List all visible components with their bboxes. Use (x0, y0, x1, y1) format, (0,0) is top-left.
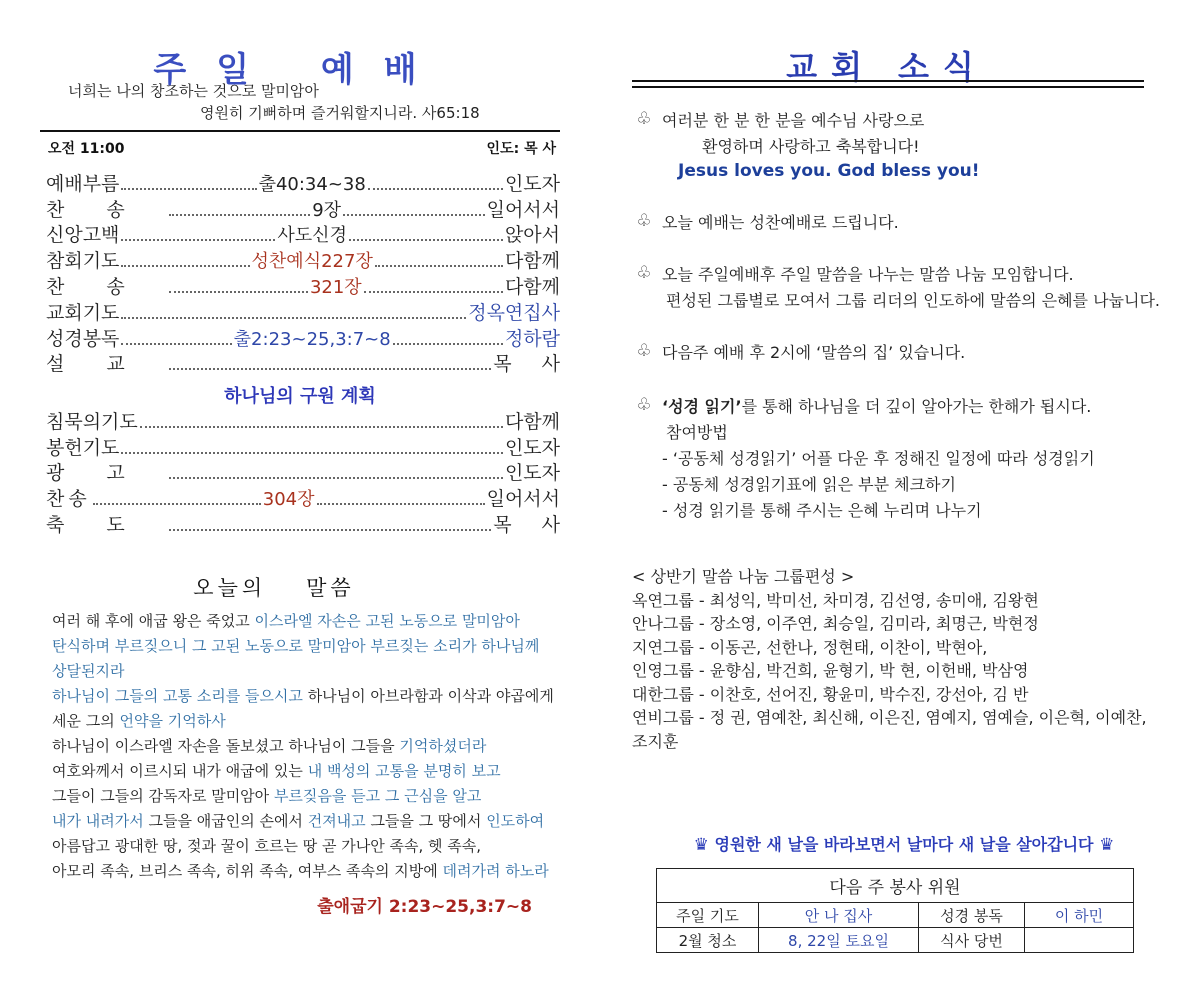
duty-cell: 주일 기도 (657, 903, 759, 928)
scripture-segment: 건져내고 (307, 812, 371, 830)
order-performer: 목사 (493, 353, 590, 376)
news-text: 편성된 그룹별로 모여서 그룹 리더의 인도하에 말씀의 은혜를 나눕니다. (666, 290, 1160, 310)
dot-leader (140, 426, 503, 428)
dot-leader (317, 503, 485, 505)
crown-icon: ♛ (1099, 835, 1115, 855)
scripture-segment: 여호와께서 이르시되 내가 애굽에 있는 (52, 762, 308, 780)
order-performer: 앉아서 (504, 224, 561, 247)
clover-icon: ♧ (636, 109, 652, 129)
dot-leader (368, 188, 503, 190)
dot-leader (393, 343, 503, 345)
church-news-title-part-2: 소식 (898, 48, 988, 86)
dot-leader (121, 265, 249, 267)
dot-leader (169, 477, 503, 479)
scripture-segment: 상달된지라 (52, 662, 125, 680)
group-row: 옥연그룹 - 최성익, 박미선, 차미경, 김선영, 송미애, 김왕현 (632, 590, 1039, 610)
order-performer: 일어서서 (486, 488, 561, 511)
scripture-segment: 언약을 기억하사 (119, 712, 226, 730)
scripture-segment: 이스라엘 자손은 고된 노동으로 말미암아 (254, 612, 520, 630)
todays-word-title-part-2: 말씀 (306, 576, 355, 600)
scripture-line (52, 610, 562, 635)
order-detail: 321장 (309, 276, 362, 298)
order-row (46, 485, 560, 511)
order-row (46, 273, 560, 299)
order-label: 신앙고백 (46, 224, 120, 247)
scripture-line (52, 785, 562, 810)
order-performer: 다함께 (504, 410, 560, 433)
scripture-segment: 부르짖음을 듣고 그 근심을 알고 (273, 787, 482, 805)
clover-icon: ♧ (636, 263, 652, 283)
todays-word-title (40, 572, 508, 602)
dot-leader (121, 317, 466, 319)
order-label: 찬송 (46, 198, 167, 221)
order-row (46, 196, 560, 222)
scripture-segment: 내 백성의 고통을 분명히 보고 (307, 762, 501, 780)
order-detail: 출2:23~25,3:7~8 (233, 328, 391, 350)
order-label: 축도 (46, 513, 167, 536)
order-label: 성경봉독 (46, 327, 120, 350)
clover-icon: ♧ (636, 211, 652, 231)
order-label: 설교 (46, 353, 167, 376)
duty-cell: 2월 청소 (657, 928, 759, 953)
dot-leader (169, 214, 311, 216)
news-text: 오늘 주일예배후 주일 말씀을 나누는 말씀 나눔 모임합니다. (662, 264, 1074, 284)
news-text: 환영하며 사랑하고 축복합니다! (702, 136, 920, 156)
order-performer: 목사 (493, 513, 590, 536)
scripture-line (52, 660, 562, 685)
scripture-text (52, 610, 562, 885)
order-row (46, 170, 560, 196)
order-label: 광고 (46, 462, 167, 485)
order-detail: 출40:34~38 (258, 173, 366, 195)
divider (632, 86, 1144, 88)
church-news-panel (632, 40, 1172, 980)
method-item: - 성경 읽기를 통해 주시는 은혜 누리며 나누기 (662, 500, 982, 520)
order-row (46, 434, 560, 460)
order-performer: 인도자 (504, 436, 560, 459)
group-assignments (632, 564, 1172, 752)
dot-leader (375, 265, 503, 267)
group-row: 안나그룹 - 장소영, 이주연, 최승일, 김미라, 최명근, 박현정 (632, 614, 1039, 633)
news-item-welcome (632, 106, 1172, 184)
divider (632, 80, 1144, 82)
worship-order-panel (40, 40, 590, 980)
scripture-segment: 내가 내려가서 (52, 812, 149, 830)
news-item-communion (632, 208, 1172, 234)
news-item-bible-reading (632, 392, 1172, 522)
news-item-sharing (632, 260, 1172, 312)
duty-cell: 식사 당번 (919, 928, 1025, 953)
scripture-segment: 데려가려 하노라 (442, 862, 549, 880)
news-text: 오늘 예배는 성찬예배로 드립니다. (662, 212, 899, 232)
dot-leader (364, 291, 503, 293)
english-blessing: Jesus loves you. God bless you! (678, 161, 980, 181)
sermon-title: 하나님의 구원 계획 (224, 386, 376, 407)
dot-leader (121, 239, 275, 241)
order-label: 봉헌기도 (46, 436, 120, 459)
clover-icon: ♧ (636, 341, 652, 361)
scripture-segment: 그들을 애굽인의 손에서 (148, 812, 308, 830)
dot-leader (121, 452, 503, 454)
scripture-segment: 아름답고 광대한 땅, 젖과 꿀이 흐르는 땅 곧 가나안 족속, 헷 족속, (52, 837, 482, 855)
group-row: 대한그룹 - 이찬호, 선어진, 황윤미, 박수진, 강선아, 김 반 (632, 684, 1029, 704)
order-row (46, 325, 560, 351)
scripture-line (52, 685, 562, 710)
todays-word-title-part-1: 오늘의 (193, 576, 267, 600)
scripture-segment: 하나님이 아브라함과 이삭과 야곱에게 (307, 687, 554, 705)
divider (40, 130, 560, 132)
scripture-line (52, 710, 562, 735)
scripture-segment: 하나님이 이스라엘 자손을 돌보셨고 하나님이 그들을 (52, 737, 400, 755)
group-row: 조지훈 (632, 731, 679, 751)
order-performer: 인도자 (504, 462, 560, 485)
scripture-line (52, 860, 562, 885)
duty-cell: 안 나 집사 (759, 903, 919, 928)
scripture-segment: 기억하셨더라 (399, 737, 487, 755)
worship-title: 주일 예배 (153, 50, 447, 90)
duty-cell (1025, 928, 1134, 953)
groups-title: < 상반기 말씀 나눔 그룹편성 > (632, 567, 855, 586)
order-label: 참회기도 (46, 250, 120, 273)
dot-leader (169, 368, 492, 370)
order-detail: 사도신경 (277, 225, 347, 247)
order-of-worship-part-1 (46, 170, 590, 376)
duty-cell: 성경 봉독 (919, 903, 1025, 928)
dot-leader (343, 214, 485, 216)
scripture-line (52, 735, 562, 760)
order-label: 침묵의기도 (46, 410, 138, 433)
order-performer: 일어서서 (486, 198, 561, 221)
duty-table-title: 다음 주 봉사 위원 (657, 869, 1134, 903)
scripture-segment: 아모리 족속, 브리스 족속, 히위 족속, 여부스 족속의 지방에 (52, 862, 443, 880)
order-detail: 9장 (312, 199, 342, 221)
theme-verse-line-1: 너희는 나의 창조하는 것으로 말미암아 (68, 82, 319, 100)
order-row (46, 222, 560, 248)
dot-leader (169, 529, 492, 531)
news-text: 를 통해 하나님을 더 깊이 알아가는 한해가 됩시다. (741, 396, 1092, 416)
scripture-segment: 세운 그의 (52, 712, 120, 730)
order-performer: 인도자 (504, 172, 561, 195)
dot-leader (93, 503, 261, 505)
dot-leader (121, 343, 231, 345)
news-highlight: ‘성경 읽기’ (662, 396, 742, 416)
order-row (46, 299, 560, 325)
scripture-reference: 출애굽기 2:23~25,3:7~8 (317, 897, 532, 917)
crown-icon: ♛ (693, 835, 709, 855)
motto (664, 832, 1144, 855)
next-week-duty-table (656, 868, 1134, 953)
news-text: 여러분 한 분 한 분을 예수님 사랑으로 (662, 110, 925, 130)
motto-text: 영원한 새 날을 바라보면서 날마다 새 날을 살아갑니다 (714, 835, 1094, 854)
method-item: - 공동체 성경읽기표에 읽은 부분 체크하기 (662, 474, 956, 494)
dot-leader (349, 239, 503, 241)
order-row (46, 460, 560, 486)
scripture-segment: 하나님이 그들의 고통 소리를 들으시고 (52, 687, 308, 705)
order-performer: 다함께 (504, 275, 560, 298)
order-label: 찬송 (46, 488, 91, 511)
order-of-worship-part-2 (46, 408, 590, 537)
clover-icon: ♧ (636, 395, 652, 415)
order-row (46, 511, 590, 537)
order-detail: 304장 (262, 489, 315, 511)
order-performer: 정하람 (504, 327, 561, 350)
group-row: 인영그룹 - 윤향심, 박건희, 윤형기, 박 현, 이헌배, 박삼영 (632, 661, 1029, 680)
order-detail: 성찬예식227장 (251, 251, 373, 273)
scripture-segment: 그들을 그 땅에서 (370, 812, 487, 830)
order-label: 찬송 (46, 275, 167, 298)
service-time: 오전 11:00 (48, 141, 125, 157)
method-label: 참여방법 (666, 422, 728, 442)
order-row (46, 351, 590, 377)
duty-cell: 8, 22일 토요일 (759, 928, 919, 953)
theme-verse-line-2: 영원히 기뻐하며 즐거워할지니라. 사65:18 (200, 104, 480, 122)
scripture-segment: 그들이 그들의 감독자로 말미암아 (52, 787, 274, 805)
order-row (46, 247, 560, 273)
news-item-word-house (632, 338, 1172, 364)
service-leader: 인도: 목 사 (486, 141, 556, 157)
church-news-title-part-1: 교회 (786, 48, 876, 86)
order-label: 예배부름 (46, 172, 120, 195)
news-text: 다음주 예배 후 2시에 ‘말씀의 집’ 있습니다. (662, 342, 966, 362)
group-row: 연비그룹 - 정 권, 염예찬, 최신해, 이은진, 염예지, 염예슬, 이은혁, 이예찬, (632, 708, 1147, 727)
order-label: 교회기도 (46, 301, 120, 324)
group-row: 지연그룹 - 이동곤, 선한나, 정현태, 이찬이, 박현아, (632, 637, 988, 657)
scripture-segment: 탄식하며 부르짖으니 그 고된 노동으로 말미암아 부르짖는 소리가 하나님께 (52, 637, 540, 655)
scripture-line (52, 810, 562, 835)
method-item: - ‘공동체 성경읽기’ 어플 다운 후 정해진 일정에 따라 성경읽기 (662, 448, 1095, 468)
dot-leader (169, 291, 308, 293)
scripture-segment: 여러 해 후에 애굽 왕은 죽었고 (52, 612, 255, 630)
duty-cell: 이 하민 (1025, 903, 1134, 928)
order-row (46, 408, 560, 434)
order-performer: 다함께 (504, 250, 560, 273)
scripture-line (52, 760, 562, 785)
order-performer: 정옥연집사 (468, 301, 560, 324)
scripture-line (52, 635, 562, 660)
scripture-segment: 인도하여 (486, 812, 545, 830)
dot-leader (121, 188, 256, 190)
scripture-line (52, 835, 562, 860)
